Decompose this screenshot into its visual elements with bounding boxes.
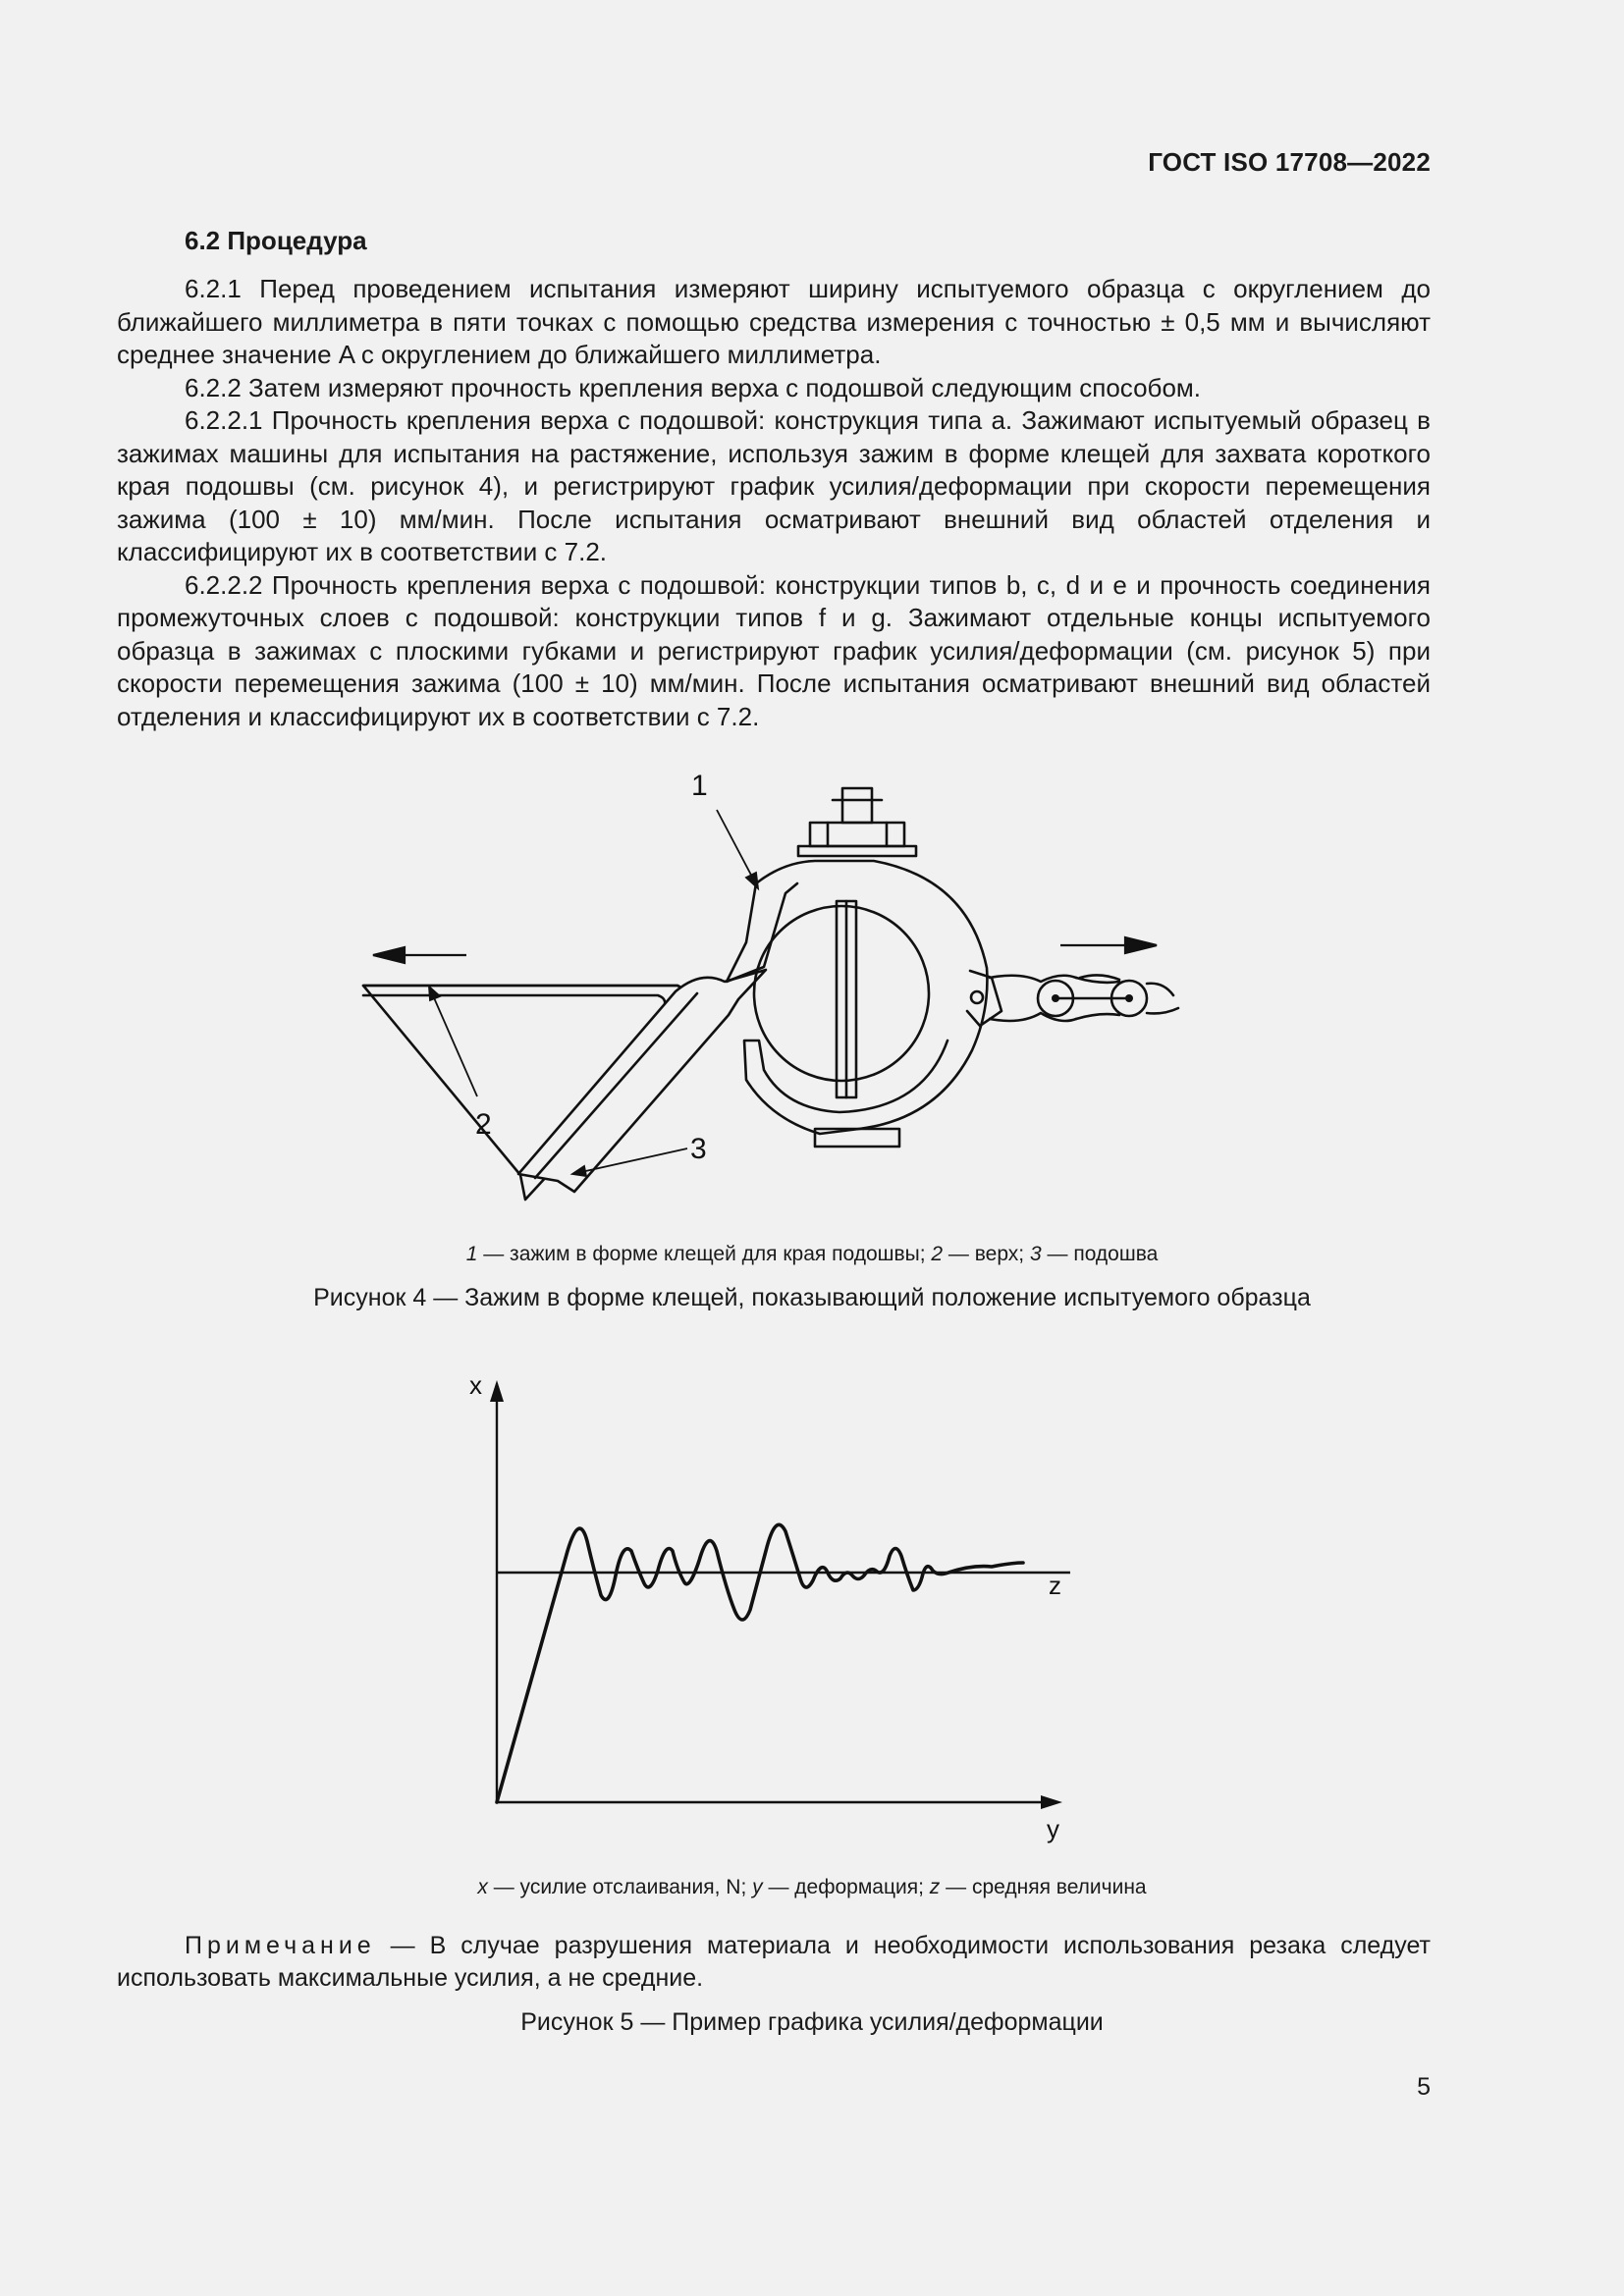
paragraph-6-2-2-2: 6.2.2.2 Прочность крепления верха с подошвой: конструкции типов b, c, d и e и прочность соединения промежуточных слоев с подошвой: конструкции типов f и g. Зажимают отдельные концы испытуемого образца в зажимах с плоскими губками и регистрируют график усилия/деформации (см. рисунок 5) при скорости перемещения зажима (100 ± 10) мм/мин. После испытания осматривают внешний вид областей отделения и классифицируют их в соответствии с 7.2. — [117, 569, 1431, 731]
figure-5-key — [0, 1876, 1624, 1899]
section-title: 6.2 Процедура — [185, 226, 367, 255]
paragraph-6-2-1: 6.2.1 Перед проведением испытания измеряют ширину испытуемого образца с округлением до ближайшего миллиметра в пяти точках с помощью средства измерения с точностью ± 0,5 мм и вычисляют среднее значение A с округлением до ближайшего миллиметра. — [117, 274, 1431, 369]
body-text — [117, 273, 1431, 733]
key-text-3: — подошва — [1041, 1243, 1159, 1265]
key-text-y: — деформация; — [762, 1876, 930, 1898]
key-text-x: — усилие отслаивания, N; — [487, 1876, 753, 1898]
figure-5-caption: Рисунок 5 — Пример графика усилия/деформации — [520, 2008, 1104, 2036]
force-curve — [497, 1524, 1023, 1802]
paragraph-6-2-2: 6.2.2 Затем измеряют прочность крепления верха с подошвой следующим способом. — [185, 372, 1201, 402]
figure-4-clamp-drawing — [0, 746, 1624, 1217]
figure-5-graph — [0, 1364, 1624, 1855]
key-term-1: 1 — [465, 1243, 478, 1265]
callout-3: 3 — [690, 1133, 707, 1165]
key-term-3: 3 — [1029, 1243, 1042, 1265]
standard-code: ГОСТ ISO 17708—2022 — [1148, 147, 1431, 177]
callout-1: 1 — [691, 770, 708, 802]
axis-x-label: x — [469, 1370, 482, 1400]
mean-label: z — [1049, 1571, 1061, 1600]
paragraph-6-2-2-1: 6.2.2.1 Прочность крепления верха с подошвой: конструкция типа a. Зажимают испытуемый образец в зажимах машины для испытания на растяжение, используя зажим в форме клещей для захвата короткого края подошвы (см. рисунок 4), и регистрируют график усилия/деформации при скорости перемещения зажима (100 ± 10) мм/мин. После испытания осматривают внешний вид областей отделения и классифицируют их в соответствии с 7.2. — [117, 405, 1431, 566]
key-term-x: x — [477, 1876, 488, 1898]
y-axis-arrow — [490, 1380, 504, 1402]
key-text-z: — средняя величина — [940, 1876, 1147, 1898]
callout-2: 2 — [475, 1108, 492, 1141]
key-text-1: — зажим в форме клещей для края подошвы; — [477, 1243, 932, 1265]
key-term-2: 2 — [931, 1243, 944, 1265]
page-number: 5 — [1417, 2073, 1431, 2101]
axis-y-label: y — [1047, 1814, 1059, 1843]
note — [117, 1930, 1431, 1995]
figure-4-key — [0, 1243, 1624, 1266]
key-term-y: y — [752, 1876, 763, 1898]
figure-4-caption: Рисунок 4 — Зажим в форме клещей, показывающий положение испытуемого образца — [313, 1284, 1311, 1311]
key-text-2: — верх; — [943, 1243, 1030, 1265]
key-term-z: z — [929, 1876, 941, 1898]
note-label: Примечание — [185, 1932, 376, 1959]
note-text: — В случае разрушения материала и необходимости использования резака следует использовать максимальные усилия, а не средние. — [117, 1932, 1431, 1992]
x-axis-arrow — [1041, 1795, 1062, 1809]
